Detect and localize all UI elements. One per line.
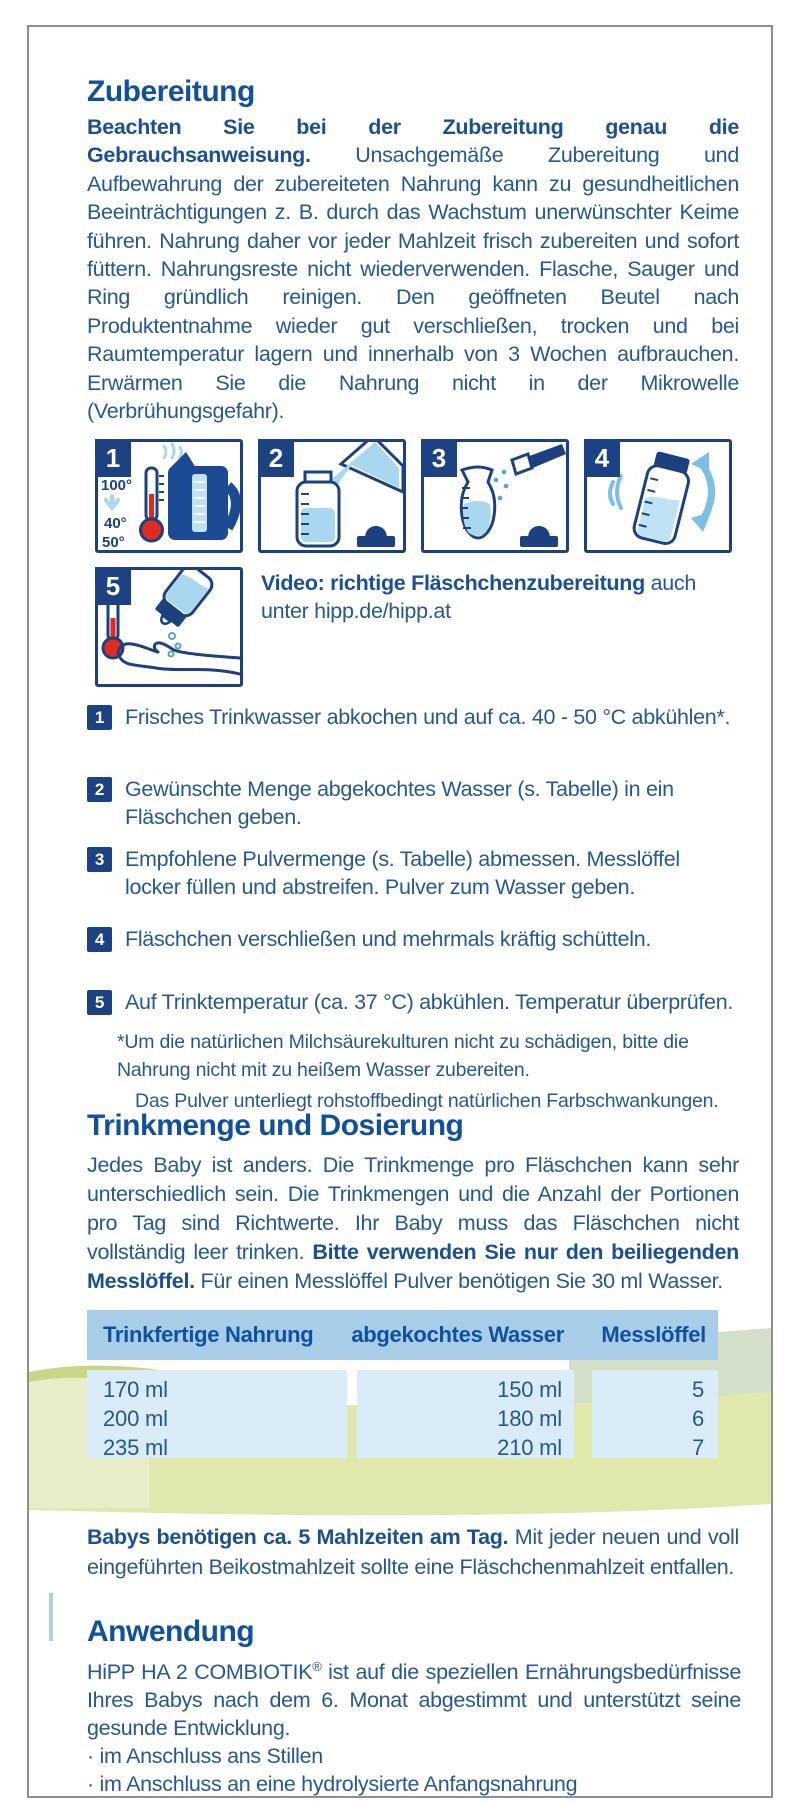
pictogram-step5-number: 5 — [95, 567, 131, 605]
table-header-trinkfertige-nahrung: Trinkfertige Nahrung — [103, 1322, 314, 1347]
pictogram-step1-number: 1 — [95, 439, 131, 477]
anwendung-paragraph — [87, 1653, 741, 1798]
section-title-trinkmenge: Trinkmenge und Dosierung — [87, 1109, 464, 1142]
table-cell: 5 — [691, 1377, 704, 1402]
pictogram-step5-box — [95, 567, 243, 687]
step-1-text: Frisches Trinkwasser abkochen und auf ca. 40 - 50 °C abkühlen*. — [125, 705, 731, 729]
step-2-text: Gewünschte Menge abgekochtes Wasser (s. Tabelle) in ein Fläschchen geben. — [125, 777, 674, 830]
svg-text:100°: 100° — [101, 477, 133, 494]
zubereitung-intro-paragraph — [87, 113, 739, 425]
table-cell: 180 ml — [497, 1406, 562, 1431]
svg-text:40°: 40° — [104, 515, 127, 532]
anwendung-bullet-1: · im Anschluss ans Stillen — [87, 1744, 323, 1769]
registered-trademark-symbol: ® — [312, 1659, 322, 1674]
pictogram-step4-number: 4 — [584, 439, 620, 477]
step-item-3 — [87, 845, 739, 902]
table-cell: 7 — [691, 1435, 704, 1460]
table-column-messloeffel — [592, 1370, 718, 1458]
table-cell: 235 ml — [103, 1435, 168, 1460]
trinkmenge-text-bold: Bitte verwenden Sie nur den beiliegenden Messlöffel. — [87, 1240, 739, 1293]
step-3-text: Empfohlene Pulvermenge (s. Tabelle) abmessen. Messlöffel locker füllen und abstreifen. Pulver zum Wasser geben. — [125, 847, 680, 900]
section-title-anwendung: Anwendung — [87, 1615, 255, 1648]
step-5-text: Auf Trinktemperatur (ca. 37 °C) abkühlen. Temperatur überprüfen. — [125, 990, 734, 1014]
footnote-pulver: Das Pulver unterliegt rohstoffbedingt natürlichen Farbschwankungen. — [135, 1090, 719, 1112]
trinkmenge-text-after: Für einen Messlöffel Pulver benötigen Sie 30 ml Wasser. — [194, 1269, 723, 1293]
mahlzeiten-rest: Mit jeder neuen und voll eingeführten Beikostmahlzeit sollte eine Fläschchenmahlzeit entfallen. — [87, 1525, 739, 1579]
table-cell: 170 ml — [103, 1377, 168, 1402]
step-item-4 — [87, 925, 739, 953]
table-cell: 210 ml — [497, 1435, 562, 1460]
zubereitung-intro-bold: Beachten Sie bei der Zubereitung genau die Gebrauchsanweisung. — [87, 115, 739, 168]
step-item-2 — [87, 775, 739, 832]
step-5-badge: 5 — [87, 990, 112, 1015]
table-cell: 200 ml — [103, 1406, 168, 1431]
video-note-rest: auch unter hipp.de/hipp.at — [261, 571, 697, 624]
pictogram-step1-box — [95, 439, 243, 553]
pictogram-step4-box — [584, 439, 732, 553]
anwendung-text: ist auf die speziellen Ernährungsbedürfnisse Ihres Babys nach dem 6. Monat abgestimmt und unterstützt seine gesunde Entwicklung. — [87, 1660, 741, 1741]
section-title-zubereitung: Zubereitung — [87, 75, 255, 108]
mahlzeiten-bold: Babys benötigen ca. 5 Mahlzeiten am Tag. — [87, 1525, 509, 1549]
step-1-badge: 1 — [87, 705, 112, 730]
table-header-abgekochtes-wasser: abgekochtes Wasser — [351, 1322, 564, 1347]
trinkmenge-text-before: Jedes Baby ist anders. Die Trinkmenge pro Fläschchen kann sehr unterschiedlich sein. Die Trinkmengen und die Anzahl der Portionen pro Tag sind Richtwerte. Ihr Baby muss das Fläschchen nicht vollständig leer trinken. — [87, 1153, 739, 1264]
step-4-badge: 4 — [87, 927, 112, 952]
zubereitung-intro-rest: Unsachgemäße Zubereitung und Aufbewahrung der zubereiteten Nahrung kann zu gesundheitlichen Beeinträchtigungen z. B. durch das Wachstum unerwünschter Keime führen. Nahrung daher vor jeder Mahlzeit frisch zubereiten und sofort füttern. Nahrungsreste nicht wiederverwenden. Flasche, Sauger und Ring gründlich reinigen. Den geöffneten Beutel nach Produktentnahme wieder gut verschließen, trocken und bei Raumtemperatur lagern und innerhalb von 3 Wochen aufbrauchen. Erwärmen Sie die Nahrung nicht in der Mikrowelle (Verbrühungsgefahr). — [87, 143, 739, 424]
step-3-badge: 3 — [87, 847, 112, 872]
table-column-trinkfertige-nahrung — [87, 1370, 347, 1458]
table-cell: 150 ml — [497, 1377, 562, 1402]
pictogram-step3-number: 3 — [421, 439, 457, 477]
pictogram-step2-number: 2 — [258, 439, 294, 477]
footnote-asterisk: *Um die natürlichen Milchsäurekulturen nicht zu schädigen, bitte die Nahrung nicht mit zu heißem Wasser zubereiten. — [117, 1031, 689, 1081]
label-panel — [27, 25, 773, 1798]
step-item-5 — [87, 988, 739, 1016]
mahlzeiten-paragraph — [87, 1523, 739, 1582]
pictogram-step2-box — [258, 439, 406, 553]
step-item-1 — [87, 703, 739, 731]
anwendung-bullet-2: · im Anschluss an eine hydrolysierte Anfangsnahrung — [87, 1772, 578, 1797]
video-note-bold: Video: richtige Fläschchenzubereitung — [261, 571, 645, 595]
anwendung-brand: HiPP HA 2 COMBIOTIK — [87, 1660, 313, 1685]
step-2-badge: 2 — [87, 777, 112, 802]
table-column-abgekochtes-wasser — [357, 1370, 574, 1458]
print-registration-mark — [49, 1593, 53, 1641]
trinkmenge-paragraph — [87, 1151, 739, 1296]
table-header-messloeffel: Messlöffel — [601, 1322, 706, 1347]
svg-text:50°: 50° — [102, 534, 125, 550]
table-cell: 6 — [691, 1406, 704, 1431]
video-note — [261, 569, 739, 626]
pictogram-step3-box — [421, 439, 569, 553]
step-4-text: Fläschchen verschließen und mehrmals kräftig schütteln. — [125, 927, 652, 951]
dosing-table-header — [87, 1310, 718, 1360]
